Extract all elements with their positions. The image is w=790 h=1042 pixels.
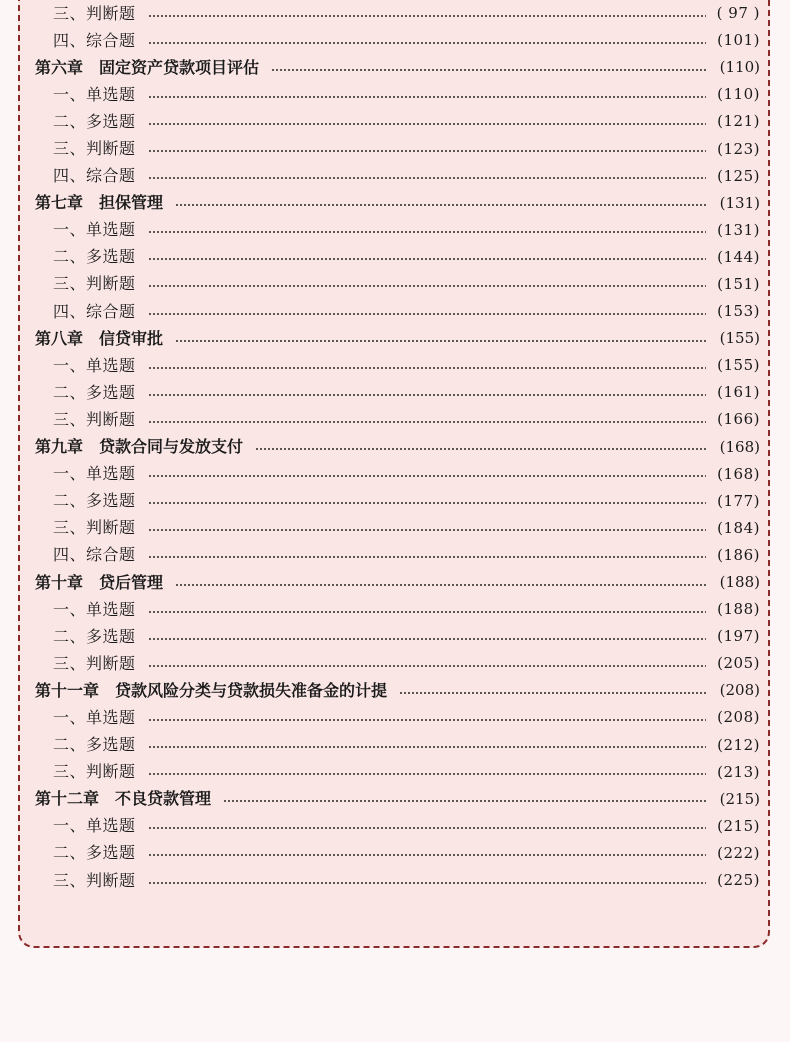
toc-row[interactable] <box>35 569 760 596</box>
toc-row-page: (155) <box>719 329 760 348</box>
dot-leader <box>148 475 706 477</box>
toc-row-label: 一、单选题 <box>53 84 136 104</box>
toc-row-page: (215) <box>719 789 760 808</box>
toc-row[interactable] <box>35 461 760 488</box>
toc-row-page: (205) <box>717 654 760 673</box>
toc-row-label: 第六章 固定资产贷款项目评估 <box>35 57 260 77</box>
dot-leader <box>148 313 706 315</box>
dot-leader <box>271 69 706 71</box>
toc-row-page: (168) <box>719 437 760 456</box>
toc-row[interactable] <box>35 217 760 244</box>
toc-row-label: 三、判断题 <box>53 3 136 23</box>
toc-row[interactable] <box>35 759 760 786</box>
toc-row-page: (213) <box>717 762 760 781</box>
dot-leader <box>148 421 706 423</box>
toc-row-label: 三、判断题 <box>53 274 136 294</box>
toc-row-label: 第十二章 不良贷款管理 <box>35 789 212 809</box>
dot-leader <box>148 529 706 531</box>
dot-leader <box>148 665 706 667</box>
toc-row-label: 四、综合题 <box>53 166 136 186</box>
toc-row-label: 二、多选题 <box>53 111 136 131</box>
toc-row-label: 二、多选题 <box>53 382 136 402</box>
dot-leader <box>148 611 706 613</box>
toc-row-label: 第七章 担保管理 <box>35 193 164 213</box>
toc-row[interactable] <box>35 379 760 406</box>
dot-leader <box>148 96 706 98</box>
toc-row[interactable] <box>35 54 760 81</box>
dot-leader <box>148 150 706 152</box>
toc-row-page: (121) <box>717 112 760 131</box>
toc-row-label: 一、单选题 <box>53 464 136 484</box>
toc-row-label: 一、单选题 <box>53 355 136 375</box>
toc-row-page: (208) <box>717 708 760 727</box>
toc-row-page: (153) <box>717 302 760 321</box>
toc-row[interactable] <box>35 488 760 515</box>
toc-row-page: (184) <box>717 518 760 537</box>
toc-row-label: 二、多选题 <box>53 491 136 511</box>
toc-row-label: 第八章 信贷审批 <box>35 328 164 348</box>
toc-row-label: 三、判断题 <box>53 409 136 429</box>
toc-row[interactable] <box>35 81 760 108</box>
toc-row[interactable] <box>35 867 760 894</box>
toc-row-label: 三、判断题 <box>53 139 136 159</box>
toc-row-label: 三、判断题 <box>53 653 136 673</box>
dot-leader <box>148 502 706 504</box>
toc-row-page: (186) <box>717 545 760 564</box>
toc-row[interactable] <box>35 515 760 542</box>
dot-leader <box>148 15 706 17</box>
toc-row-label: 二、多选题 <box>53 735 136 755</box>
toc-row-page: (131) <box>719 193 760 212</box>
toc-row-page: (208) <box>719 681 760 700</box>
toc-row[interactable] <box>35 840 760 867</box>
toc-row-page: (225) <box>717 871 760 890</box>
dot-leader <box>175 340 706 342</box>
toc-row[interactable] <box>35 244 760 271</box>
toc-row[interactable] <box>35 650 760 677</box>
dot-leader <box>148 231 706 233</box>
toc-row[interactable] <box>35 542 760 569</box>
dot-leader <box>223 800 706 802</box>
dot-leader <box>148 719 706 721</box>
dot-leader <box>148 854 706 856</box>
toc-list <box>35 0 760 894</box>
toc-row[interactable] <box>35 27 760 54</box>
toc-row[interactable] <box>35 704 760 731</box>
toc-row[interactable] <box>35 434 760 461</box>
toc-row[interactable] <box>35 786 760 813</box>
toc-row[interactable] <box>35 190 760 217</box>
toc-row-page: (110) <box>719 58 760 77</box>
toc-row-page: (177) <box>717 491 760 510</box>
dot-leader <box>148 638 706 640</box>
toc-row-page: (131) <box>717 220 760 239</box>
toc-row-page: (155) <box>717 356 760 375</box>
toc-row[interactable] <box>35 623 760 650</box>
toc-row-page: (101) <box>717 31 760 50</box>
toc-row-label: 三、判断题 <box>53 518 136 538</box>
dot-leader <box>148 556 706 558</box>
dot-leader <box>148 367 706 369</box>
toc-row[interactable] <box>35 325 760 352</box>
toc-row[interactable] <box>35 596 760 623</box>
toc-row-page: (161) <box>717 383 760 402</box>
toc-row[interactable] <box>35 732 760 759</box>
toc-row[interactable] <box>35 135 760 162</box>
dot-leader <box>148 285 706 287</box>
toc-row-label: 第十章 贷后管理 <box>35 572 164 592</box>
toc-row-page: (222) <box>717 843 760 862</box>
toc-row[interactable] <box>35 677 760 704</box>
toc-row-page: (188) <box>719 573 760 592</box>
dot-leader <box>148 42 706 44</box>
toc-row[interactable] <box>35 271 760 298</box>
toc-row-label: 二、多选题 <box>53 247 136 267</box>
toc-row-page: (212) <box>717 735 760 754</box>
toc-row-label: 一、单选题 <box>53 220 136 240</box>
toc-row-label: 四、综合题 <box>53 30 136 50</box>
dot-leader <box>148 177 706 179</box>
dot-leader <box>148 746 706 748</box>
toc-row-page: (144) <box>717 247 760 266</box>
toc-row-page: (197) <box>717 627 760 646</box>
toc-row-page: (188) <box>717 600 760 619</box>
dot-leader <box>148 258 706 260</box>
toc-row-label: 三、判断题 <box>53 870 136 890</box>
dot-leader <box>148 773 706 775</box>
toc-row-label: 二、多选题 <box>53 626 136 646</box>
toc-row-label: 第十一章 贷款风险分类与贷款损失准备金的计提 <box>35 680 388 700</box>
toc-row[interactable] <box>35 813 760 840</box>
toc-row[interactable] <box>35 406 760 433</box>
dot-leader <box>255 448 706 450</box>
dot-leader <box>148 394 706 396</box>
toc-row[interactable] <box>35 352 760 379</box>
toc-row-label: 一、单选题 <box>53 599 136 619</box>
toc-row[interactable] <box>35 108 760 135</box>
dot-leader <box>175 204 706 206</box>
dot-leader <box>148 123 706 125</box>
toc-row-page: (151) <box>717 274 760 293</box>
toc-row-page: (168) <box>717 464 760 483</box>
dot-leader <box>175 584 706 586</box>
toc-row-label: 四、综合题 <box>53 301 136 321</box>
toc-row[interactable] <box>35 298 760 325</box>
toc-row-label: 三、判断题 <box>53 762 136 782</box>
dot-leader <box>148 882 706 884</box>
toc-row-page: ( 97 ) <box>716 4 760 23</box>
toc-row-page: (110) <box>717 85 760 104</box>
toc-row-page: (123) <box>717 139 760 158</box>
toc-row-label: 一、单选题 <box>53 707 136 727</box>
toc-row-label: 第九章 贷款合同与发放支付 <box>35 437 244 457</box>
toc-row[interactable] <box>35 163 760 190</box>
toc-row-page: (215) <box>717 816 760 835</box>
toc-row-page: (166) <box>717 410 760 429</box>
dot-leader <box>148 827 706 829</box>
toc-row-label: 四、综合题 <box>53 545 136 565</box>
toc-row-page: (125) <box>717 166 760 185</box>
toc-row-label: 一、单选题 <box>53 816 136 836</box>
toc-row[interactable] <box>35 0 760 27</box>
toc-row-label: 二、多选题 <box>53 843 136 863</box>
dot-leader <box>399 692 706 694</box>
